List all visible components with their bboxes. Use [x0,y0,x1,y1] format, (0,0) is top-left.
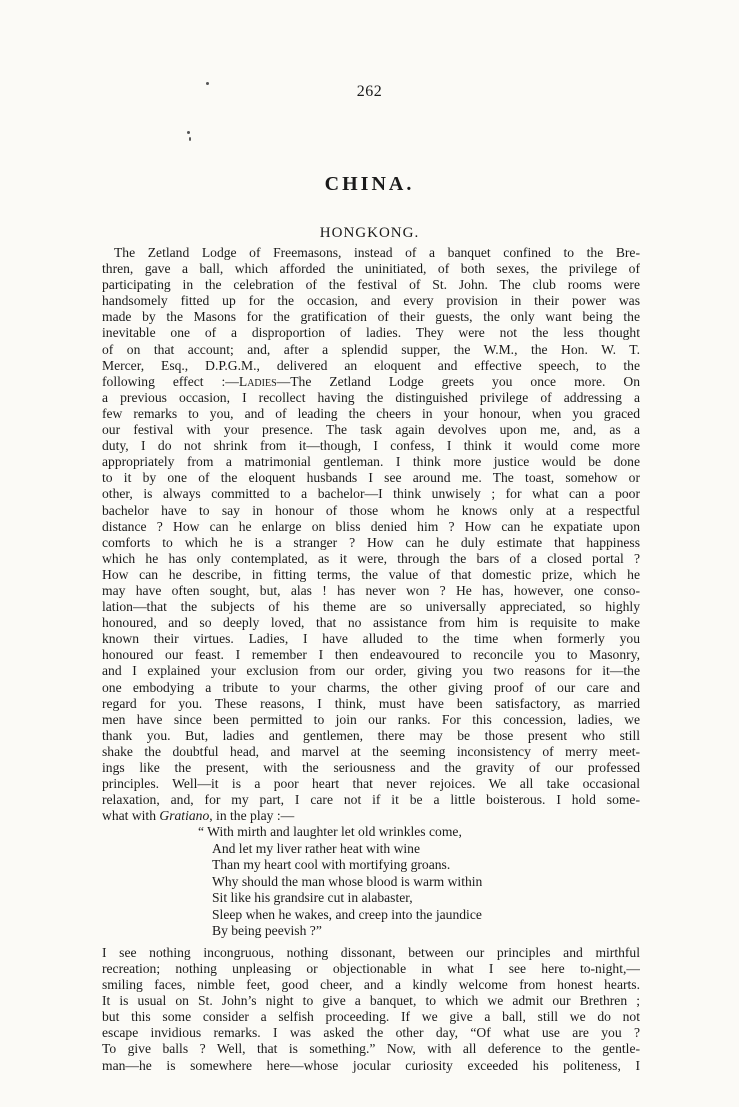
paragraph-line: following effect :—Ladies—The Zetland Lodge greets you once more. On [102,373,640,389]
paragraph-line: known their virtues. Ladies, I have alluded to the time when formerly you [102,631,640,647]
ink-speck [187,131,190,134]
paragraph-line: escape invidious remarks. I was asked the other day, “Of what use are you ? [102,1025,640,1041]
paragraph-line: may have often sought, but, alas ! has never won ? He has, however, one conso- [102,582,640,598]
paragraph-line: lation—that the subjects of his theme are so universally appreciated, so highly [102,599,640,615]
page-number: 262 [356,83,383,100]
paragraph-1 [102,245,640,808]
paragraph-line: other, is always committed to a bachelor—I think unwisely ; for what can a poor [102,486,640,502]
section-subtitle: HONGKONG. [319,225,420,241]
verse-line: Why should the man whose blood is warm within [212,873,483,889]
paragraph-line [102,808,640,824]
paragraph-line: handsomely fitted up for the occasion, and every provision in their power was [102,293,640,309]
paragraph-line: man—he is somewhere here—whose jocular curiosity exceeded his politeness, I [102,1057,640,1073]
paragraph-line: smiling faces, nimble feet, good cheer, and a kindly welcome from honest hearts. [102,977,640,993]
paragraph-line: honoured our feast. I remember I then endeavoured to reconcile you to Masonry, [102,647,640,663]
paragraph-line: principles. Well—it is a poor heart that never rejoices. We all take occasional [102,776,640,792]
verse-line: And let my liver rather heat with wine [212,840,420,856]
verse-line: Sit like his grandsire cut in alabaster, [212,890,413,906]
paragraph-line: men have since been permitted to join our ranks. For this concession, ladies, we [102,711,640,727]
paragraph-line: How can he describe, in fitting terms, the value of that domestic prize, which he [102,566,640,582]
paragraph-line: I see nothing incongruous, nothing dissonant, between our principles and mirthful [102,944,640,960]
paragraph-line: The Zetland Lodge of Freemasons, instead of a banquet confined to the Bre- [114,245,640,260]
verse-line: By being peevish ?” [212,923,322,939]
paragraph-line: bachelor have to say in honour of those whom he knows only at a respectful [102,502,640,518]
paragraph-line: our festival with your presence. The task again devolves upon me, and, as a [102,422,640,438]
ink-speck [189,137,191,141]
paragraph-line: regard for you. These reasons, I think, must have been satisfactory, as married [102,695,640,711]
paragraph-line: of on that account; and, after a splendid supper, the W.M., the Hon. W. T. [102,341,640,357]
paragraph-line: recreation; nothing unpleasing or objectionable in what I see here to-night,— [102,960,640,976]
paragraph-line: which he has only contemplated, as it were, through the bars of a closed portal ? [102,550,640,566]
verse-line: Than my heart cool with mortifying groans. [212,857,451,873]
paragraph-line: a previous occasion, I recollect having the distinguished privilege of addressing a [102,389,640,405]
quoted-verse [102,824,640,940]
paragraph-line: but this some consider a selfish proceeding. If we give a ball, still we do not [102,1009,640,1025]
paragraph-line: thren, gave a ball, which afforded the uninitiated, of both sexes, the privilege of [102,261,640,277]
paragraph-line: made by the Masons for the gratification of their guests, the only want being the [102,309,640,325]
paragraph-line: It is usual on St. John’s night to give a banquet, to which we admit our Brethren ; [102,993,640,1009]
paragraph-line: honoured, and so deeply loved, that no assistance from him is requisite to make [102,615,640,631]
article-body [102,245,640,1074]
paragraph-line: duty, I do not shrink from it—though, I confess, I think it would come more [102,438,640,454]
quote-lead-out: , in the play :— [209,808,295,824]
paragraph-2 [102,945,640,1074]
quote-lead-in: what with [102,808,160,824]
paragraph-line: relaxation, and, for my part, I care not if it be a little boisterous. I hold some- [102,792,640,808]
paragraph-line: and I explained your exclusion from our order, giving you two reasons for it—the [102,663,640,679]
paragraph-line: Mercer, Esq., D.P.G.M., delivered an eloquent and effective speech, to the [102,357,640,373]
paragraph-line: participating in the celebration of the festival of St. John. The club rooms were [102,277,640,293]
paragraph-line: inevitable one of a disproportion of ladies. They were not the less thought [102,325,640,341]
page-title: CHINA. [324,173,415,195]
paragraph-line: thank you. But, ladies and gentlemen, there may be those present who still [102,727,640,743]
paragraph-line: To give balls ? Well, that is something.” Now, with all deference to the gentle- [102,1041,640,1057]
paragraph-line: comforts to which he is a stranger ? How can he duly estimate that happiness [102,534,640,550]
paragraph-line: distance ? How can he enlarge on bliss denied him ? How can he expatiate upon [102,518,640,534]
paragraph-line: ings like the present, with the seriousness and the gravity of our professed [102,760,640,775]
paragraph-line: appropriately from a matrimonial gentleman. I think more justice would be done [102,454,640,470]
verse-line: “ With mirth and laughter let old wrinkles come, [198,824,462,840]
paragraph-line: to it by one of the eloquent husbands I see around me. The toast, somehow or [102,470,640,486]
paragraph-line: few remarks to you, and of leading the cheers in your honour, when you graced [102,405,640,421]
verse-line: Sleep when he wakes, and creep into the jaundice [212,906,482,922]
quote-speaker: Gratiano [159,808,210,824]
paragraph-line: shake the doubtful head, and marvel at the seeming inconsistency of merry meet- [102,743,640,759]
paragraph-line: one embodying a tribute to your charms, the other giving proof of our care and [102,679,640,695]
